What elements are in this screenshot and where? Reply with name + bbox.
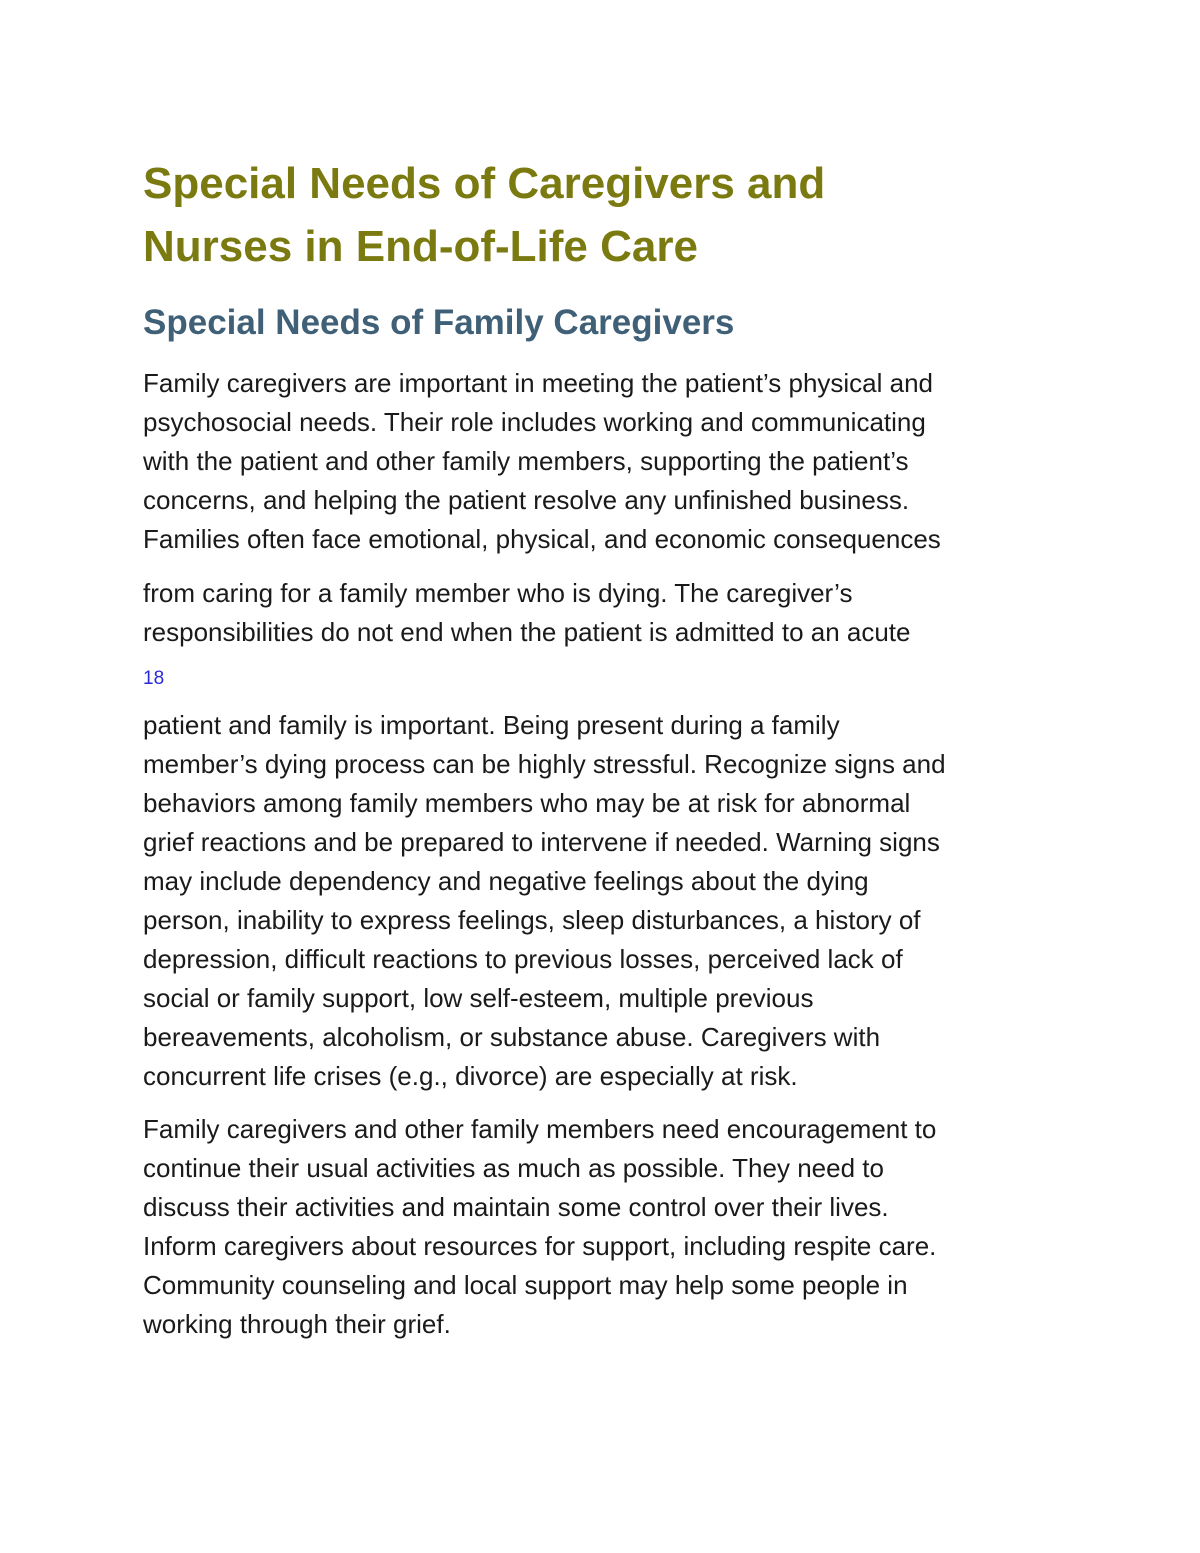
text-line: person, inability to express feelings, sleep disturbances, a history of	[143, 905, 921, 935]
text-line: depression, difficult reactions to previous losses, perceived lack of	[143, 944, 903, 974]
text-line: with the patient and other family members, supporting the patient’s	[143, 446, 909, 476]
text-line: Family caregivers and other family members need encouragement to	[143, 1114, 937, 1144]
text-line: may include dependency and negative feelings about the dying	[143, 866, 869, 896]
page-number: 18	[143, 668, 165, 689]
text-line: concurrent life crises (e.g., divorce) are especially at risk.	[143, 1061, 798, 1091]
text-line: behaviors among family members who may be at risk for abnormal	[143, 788, 911, 818]
text-line: social or family support, low self-esteem, multiple previous	[143, 983, 814, 1013]
paragraph-1	[143, 364, 1063, 559]
text-line: Inform caregivers about resources for support, including respite care.	[143, 1231, 937, 1261]
section-heading: Special Needs of Family Caregivers	[143, 303, 735, 342]
text-line: patient and family is important. Being present during a family	[143, 710, 840, 740]
text-line: member’s dying process can be highly stressful. Recognize signs and	[143, 749, 946, 779]
text-line: Families often face emotional, physical, and economic consequences	[143, 524, 941, 554]
page-title	[143, 152, 1043, 278]
text-line: psychosocial needs. Their role includes working and communicating	[143, 407, 926, 437]
paragraph-2	[143, 574, 1063, 652]
paragraph-4	[143, 1110, 1063, 1344]
title-line: Special Needs of Caregivers and	[143, 159, 826, 208]
text-line: concerns, and helping the patient resolve any unfinished business.	[143, 485, 910, 515]
text-line: responsibilities do not end when the patient is admitted to an acute	[143, 617, 911, 647]
paragraph-3	[143, 706, 1063, 1096]
text-line: Family caregivers are important in meeting the patient’s physical and	[143, 368, 934, 398]
text-line: discuss their activities and maintain some control over their lives.	[143, 1192, 889, 1222]
text-line: Community counseling and local support may help some people in	[143, 1270, 908, 1300]
text-line: from caring for a family member who is dying. The caregiver’s	[143, 578, 853, 608]
text-line: working through their grief.	[143, 1309, 451, 1339]
title-line: Nurses in End-of-Life Care	[143, 222, 698, 271]
text-line: continue their usual activities as much as possible. They need to	[143, 1153, 884, 1183]
text-line: grief reactions and be prepared to intervene if needed. Warning signs	[143, 827, 940, 857]
text-line: bereavements, alcoholism, or substance abuse. Caregivers with	[143, 1022, 881, 1052]
